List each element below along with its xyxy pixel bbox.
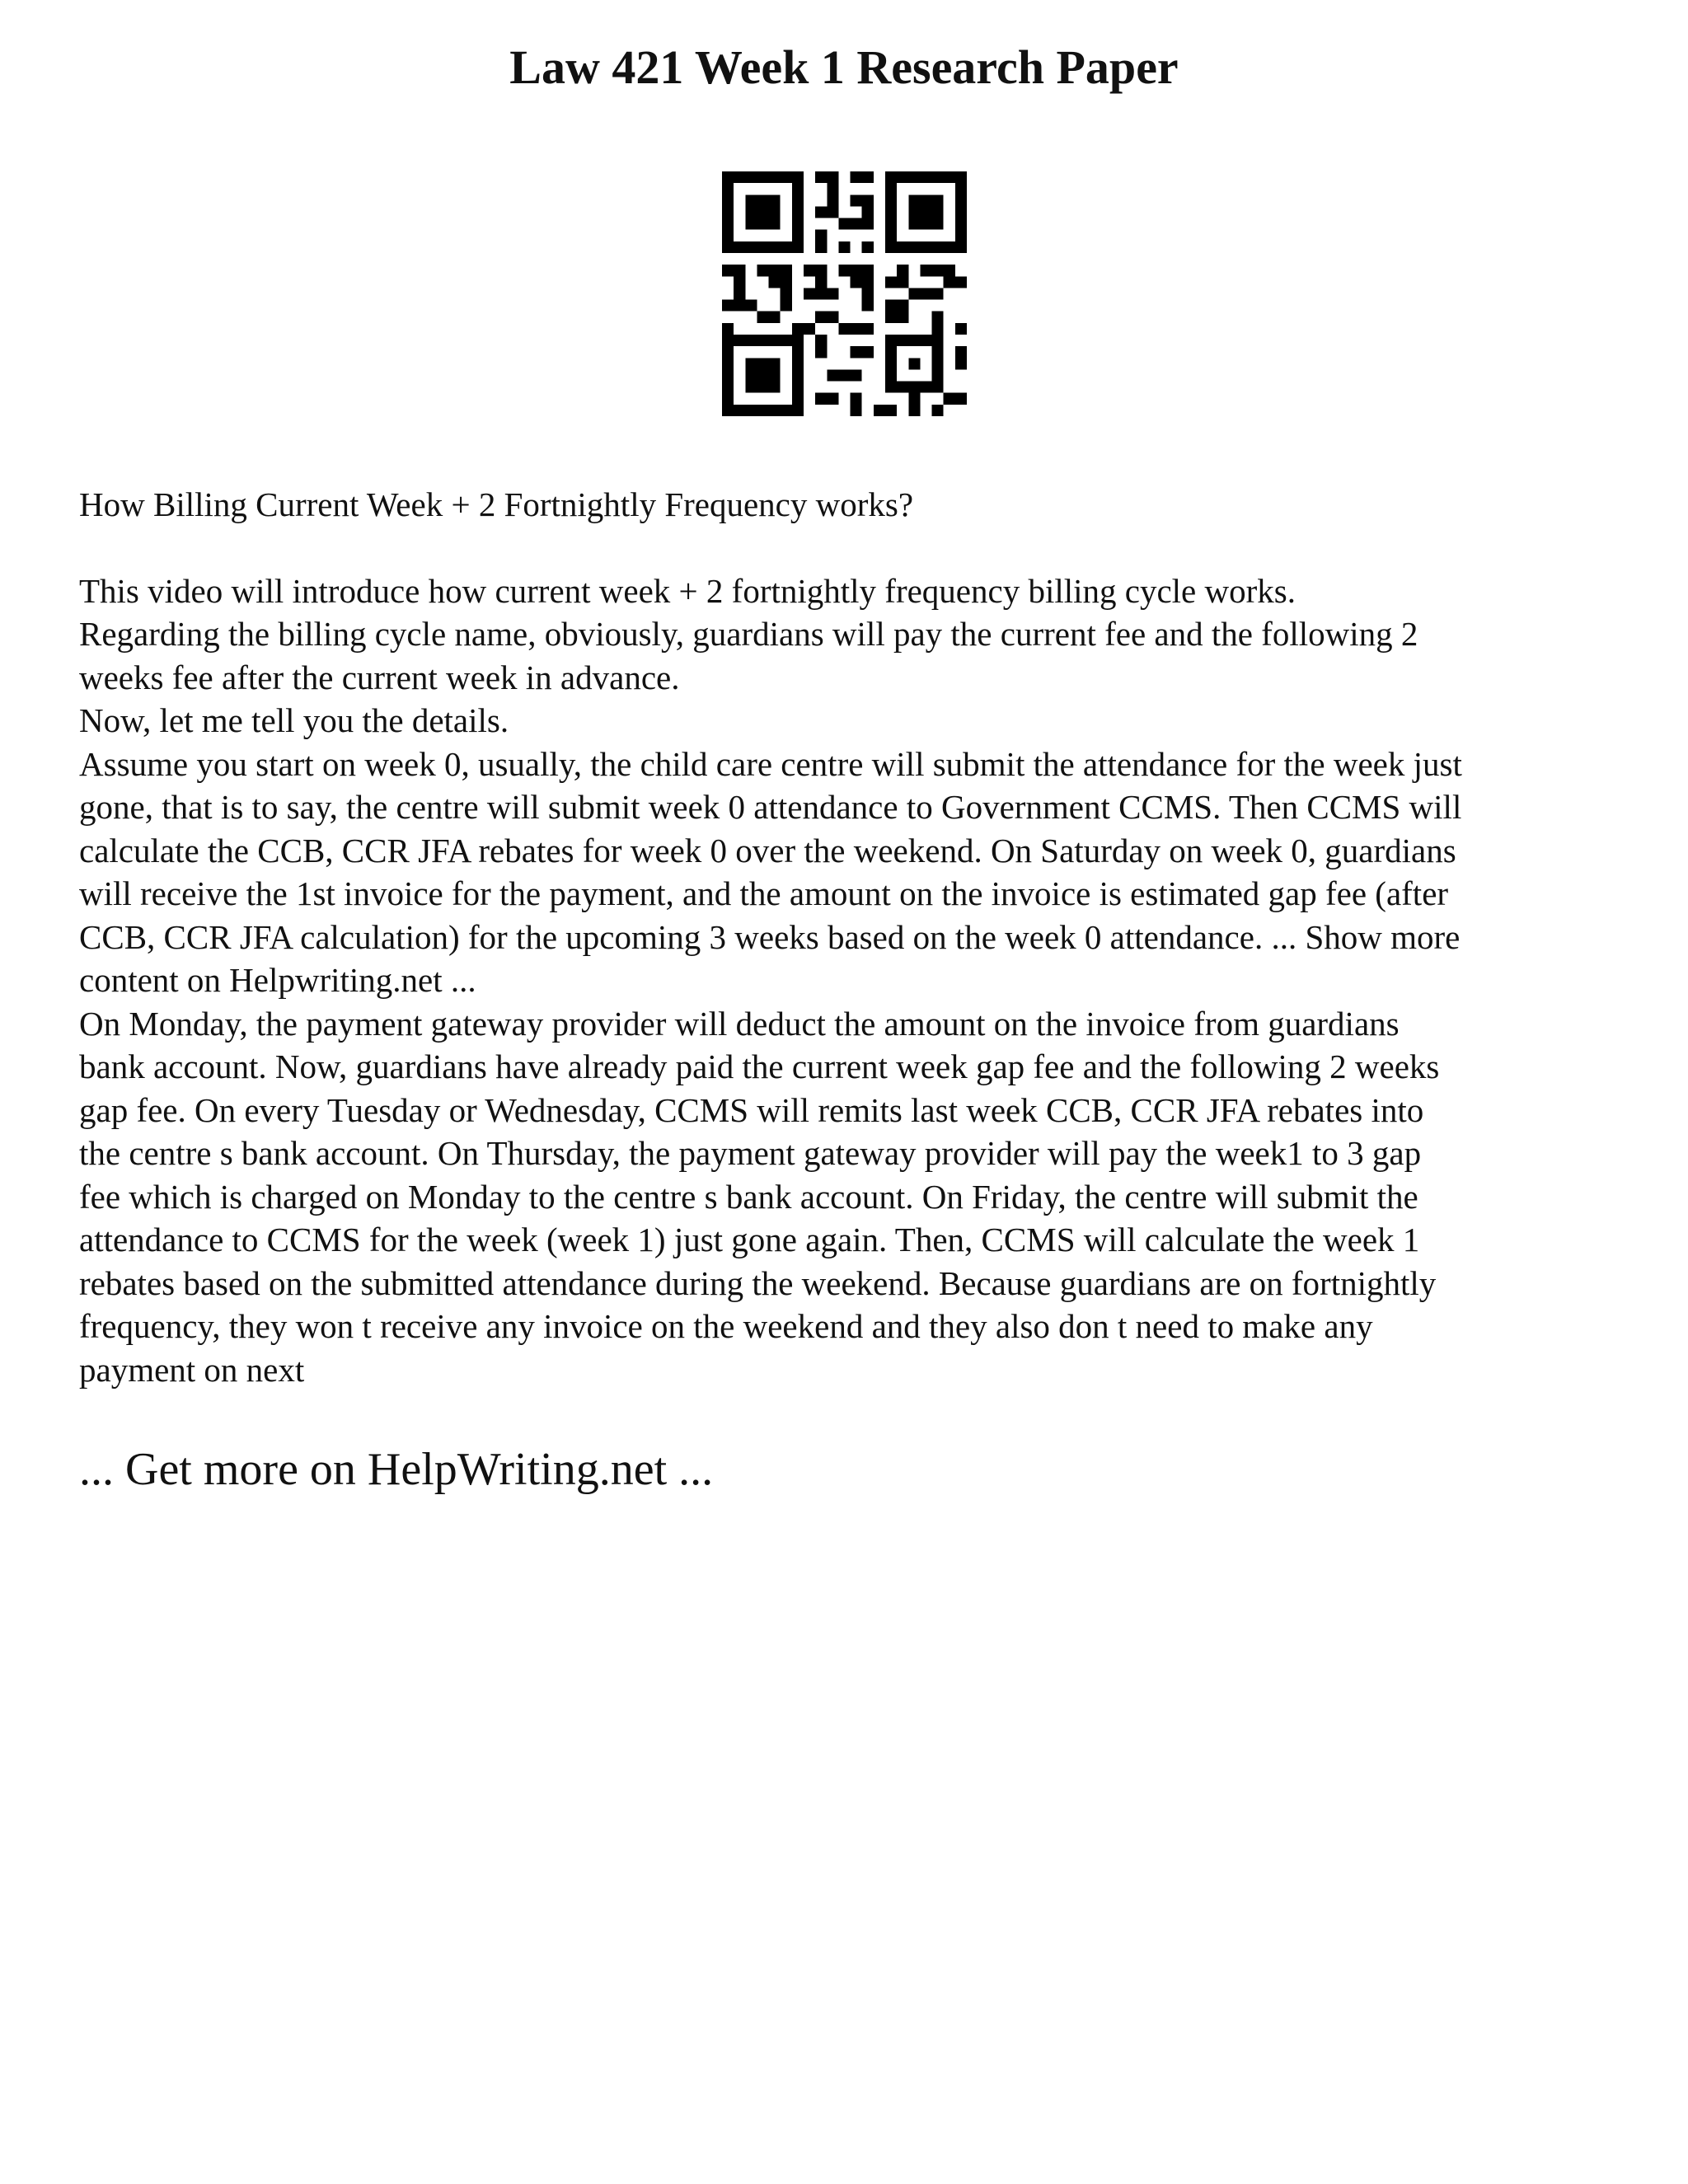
qr-code-icon xyxy=(722,171,967,416)
paragraph-2: On Monday, the payment gateway provider will deduct the amount on the invoice from guardians bank account. Now, guardians have already paid the current week gap fee and the following 2 weeks gap fee. On every Tuesday or Wednesday, CCMS will remits last week CCB, CCR JFA rebates into the centre s bank account. On Thursday, the payment gateway provider will pay the week1 to 3 gap fee which is charged on Monday to the centre s bank account. On Friday, the centre will submit the attendance to CCMS for the week (week 1) just gone again. Then, CCMS will calculate the week 1 rebates based on the submitted attendance during the weekend. Because guardians are on fortnightly frequency, they won t receive any invoice on the weekend and they also don t need to make any payment on next xyxy=(79,1004,1440,1389)
page-title: Law 421 Week 1 Research Paper xyxy=(509,40,1179,94)
get-more-link[interactable]: ... Get more on HelpWriting.net ... xyxy=(79,1444,714,1495)
paragraph-1: This video will introduce how current week + 2 fortnightly frequency billing cycle works. Regarding the billing cycle name, obviously, guardians will pay the current fee and the following 2 weeks fee after the current week in advance. Now, let me tell you the details. Assume you start on week 0, usually, the child care centre will submit the attendance for the week just gone, that is to say, the centre will submit week 0 attendance to Government CCMS. Then CCMS will calculate the CCB, CCR JFA rebates for week 0 over the weekend. On Saturday on week 0, guardians will receive the 1st invoice for the payment, and the amount on the invoice is estimated gap fee (after CCB, CCR JFA calculation) for the upcoming 3 weeks based on the week 0 attendance. ... Show more content on Helpwriting.net ... xyxy=(79,571,1462,999)
article-question: How Billing Current Week + 2 Fortnightly Frequency works? xyxy=(79,485,914,523)
article-body xyxy=(79,483,1629,1391)
